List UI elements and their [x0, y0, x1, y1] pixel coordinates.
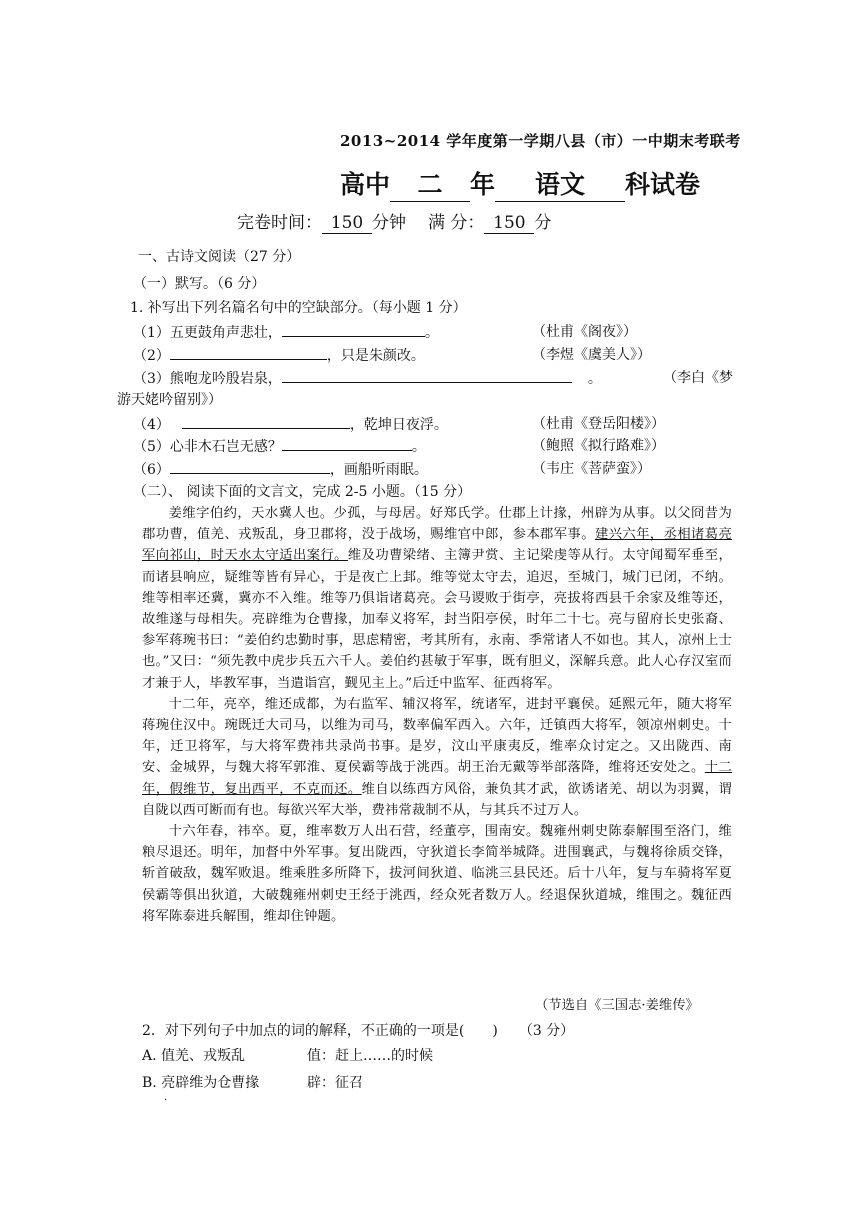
option-a-gloss: 值：赶上……的时候	[307, 1048, 433, 1064]
passage-source: （节选自《三国志·姜维传》	[535, 998, 699, 1013]
fill-item-2-source: （李煜《虞美人》）	[532, 347, 651, 363]
question-2-option-b	[142, 1073, 363, 1093]
option-a-label: A. 值羌、戎叛乱	[142, 1048, 246, 1064]
fill-item-3-prompt: （3）熊咆龙吟殷岩泉，	[133, 371, 282, 387]
option-b-gloss: 辟：征召	[307, 1075, 363, 1091]
title-mid: 年	[470, 170, 496, 199]
passage-p2-text-b: 维自以练西方风俗，兼负其才武，欲诱诸羌、胡以为羽翼，谓自陇以西可断而有也。每欲兴军大举，费祎常裁制不从，与其兵不过万人。	[142, 781, 732, 818]
option-b-label: B. 亮辟维为仓曹掾	[142, 1075, 260, 1091]
fill-blank-6[interactable]	[170, 459, 330, 474]
fill-item-6-end: ，画船听雨眠。	[329, 462, 428, 478]
fill-item-2-end: ，只是朱颜改。	[326, 348, 425, 364]
fill-blank-1[interactable]	[282, 322, 425, 337]
passage-p1-text-a: 姜维字伯约，天水冀人也。少孤，与母居。好郑氏学。仕郡上计掾，州辟为从事。以父冏昔为郡功曹，值羌、戎叛乱，身卫郡将，没于战场，赐维官中郎，参本郡军事。	[142, 506, 732, 543]
passage-p1-text-b: 维及功曹梁绪、主簿尹赏、主记梁虔等从行。太守闻蜀军垂至，而诸县响应，疑维等皆有异心，于是夜亡上邽。维等觉太守去，追迟，至城门，城门已闭，不纳。维等相率还冀，冀亦不入维。维等乃俱诣诸葛亮。会马谡败于街亭，亮拔将西县千余家及维等还，故维遂与母相失。亮辟维为仓曹掾，加奉义将军，封当阳亭侯，时年二十七。亮与留府长史张裔、参军蒋琬书曰：“姜伯约忠勤时事，思虑精密，考其所有，永南、季常诸人不如也。其人，凉州上士也。”又曰：“须先教中虎步兵五六千人。姜伯约甚敏于军事，既有胆义，深解兵意。此人心存汉室而才兼于人，毕教军事，当遣诣宫，觐见主上。”后迁中监军、征西将军。	[142, 548, 732, 691]
title-suffix: 科试卷	[625, 170, 701, 199]
fill-item-1	[133, 322, 439, 343]
time-label: 完卷时间：	[237, 213, 322, 233]
fill-blank-4[interactable]	[182, 414, 350, 429]
exam-meta	[237, 208, 551, 234]
passage-underlined-sentence-2: 十二年，假维节，复出西平，不克而还。	[142, 760, 733, 797]
fill-item-3-end: 。	[587, 371, 602, 387]
fill-blank-3[interactable]	[282, 368, 572, 383]
passage	[142, 503, 732, 927]
part1-title: （一）默写。（6 分）	[133, 276, 266, 292]
subject-field: 语文	[495, 165, 625, 202]
grade-field: 二	[390, 165, 470, 202]
score-unit: 分	[534, 213, 552, 233]
time-value: 150	[322, 213, 372, 234]
fill-item-1-end: 。	[424, 325, 439, 341]
time-unit: 分钟	[372, 213, 406, 233]
passage-paragraph-1	[142, 503, 732, 694]
q1-instruction: 1. 补写出下列名篇名句中的空缺部分。（每小题 1 分）	[130, 300, 467, 316]
fill-item-4-prompt: （4）	[133, 417, 170, 433]
fill-item-6	[133, 459, 428, 480]
passage-p2-text-a: 十二年，亮卒，维还成都，为右监军、辅汉将军，统诸军，进封平襄侯。延熙元年，随大将军蒋琬住汉中。琬既迁大司马，以维为司马，数率偏军西入。六年，迁镇西大将军，领凉州刺史。十年，迁卫将军，与大将军费祎共录尚书事。是岁，汶山平康夷反，维率众讨定之。又出陇西、南安、金城界，与魏大将军郭淮、夏侯霸等战于洮西。胡王治无戴等举部落降，维将还安处之。	[142, 696, 732, 776]
fill-item-3	[133, 368, 602, 389]
title-prefix: 高中	[340, 170, 391, 199]
fill-blank-2[interactable]	[170, 345, 327, 360]
fill-item-4-end: ，乾坤日夜浮。	[349, 417, 448, 433]
part2-title: （二）、 阅读下面的文言文，完成 2-5 小题。（15 分）	[133, 484, 472, 500]
passage-paragraph-3: 十六年春，祎卒。夏，维率数万人出石营，经董亭，围南安。魏雍州刺史陈泰解围至洛门，维粮尽退还。明年，加督中外军事。复出陇西，守狄道长李简举城降。进围襄武，与魏将徐质交锋，斩首破敌，魏军败退。维乘胜多所降下，拔河间狄道、临洮三县民还。后十八年，复与车骑将军夏侯霸等俱出狄道，大破魏雍州刺史王经于洮西，经众死者数万人。经退保狄道城，维围之。魏征西将军陈泰进兵解围，维却住钟题。	[142, 824, 732, 924]
exam-title	[340, 165, 700, 202]
emphasis-dot: ·	[164, 1095, 168, 1106]
fill-item-2	[133, 345, 425, 366]
fill-item-5-prompt: （5）心非木石岂无感？	[133, 439, 282, 455]
passage-underlined-sentence-1: 建兴六年，丞相诸葛亮军向祁山，时天水太守适出案行。	[142, 527, 732, 564]
fill-item-3-source-cont: 游天姥吟留别》）	[117, 392, 222, 408]
fill-item-5-end: 。	[411, 439, 426, 455]
passage-paragraph-2	[142, 694, 732, 821]
score-label: 满 分：	[428, 213, 485, 233]
fill-item-6-prompt: （6）	[133, 462, 170, 478]
fill-item-1-prompt: （1）五更鼓角声悲壮，	[133, 325, 282, 341]
fill-item-2-prompt: （2）	[133, 348, 170, 364]
fill-item-6-source: （韦庄《菩萨蛮》）	[532, 461, 651, 477]
fill-item-3-source: （李白《梦	[663, 370, 733, 386]
fill-item-4	[133, 414, 448, 435]
fill-item-5	[133, 436, 426, 457]
exam-header-line: 2013~2014 学年度第一学期八县（市）一中期末考联考	[340, 132, 741, 150]
score-value: 150	[484, 213, 534, 234]
fill-blank-5[interactable]	[282, 436, 412, 451]
fill-item-4-source: （杜甫《登岳阳楼》）	[532, 416, 665, 432]
question-2-stem: 2．对下列句子中加点的词的解释，不正确的一项是( ) （3 分）	[142, 1023, 575, 1039]
fill-item-5-source: （鲍照《拟行路难》）	[532, 438, 665, 454]
question-2-option-a	[142, 1046, 433, 1066]
fill-item-1-source: （杜甫《阁夜》）	[532, 324, 637, 340]
section-title: 一、古诗文阅读（27 分）	[138, 249, 301, 265]
